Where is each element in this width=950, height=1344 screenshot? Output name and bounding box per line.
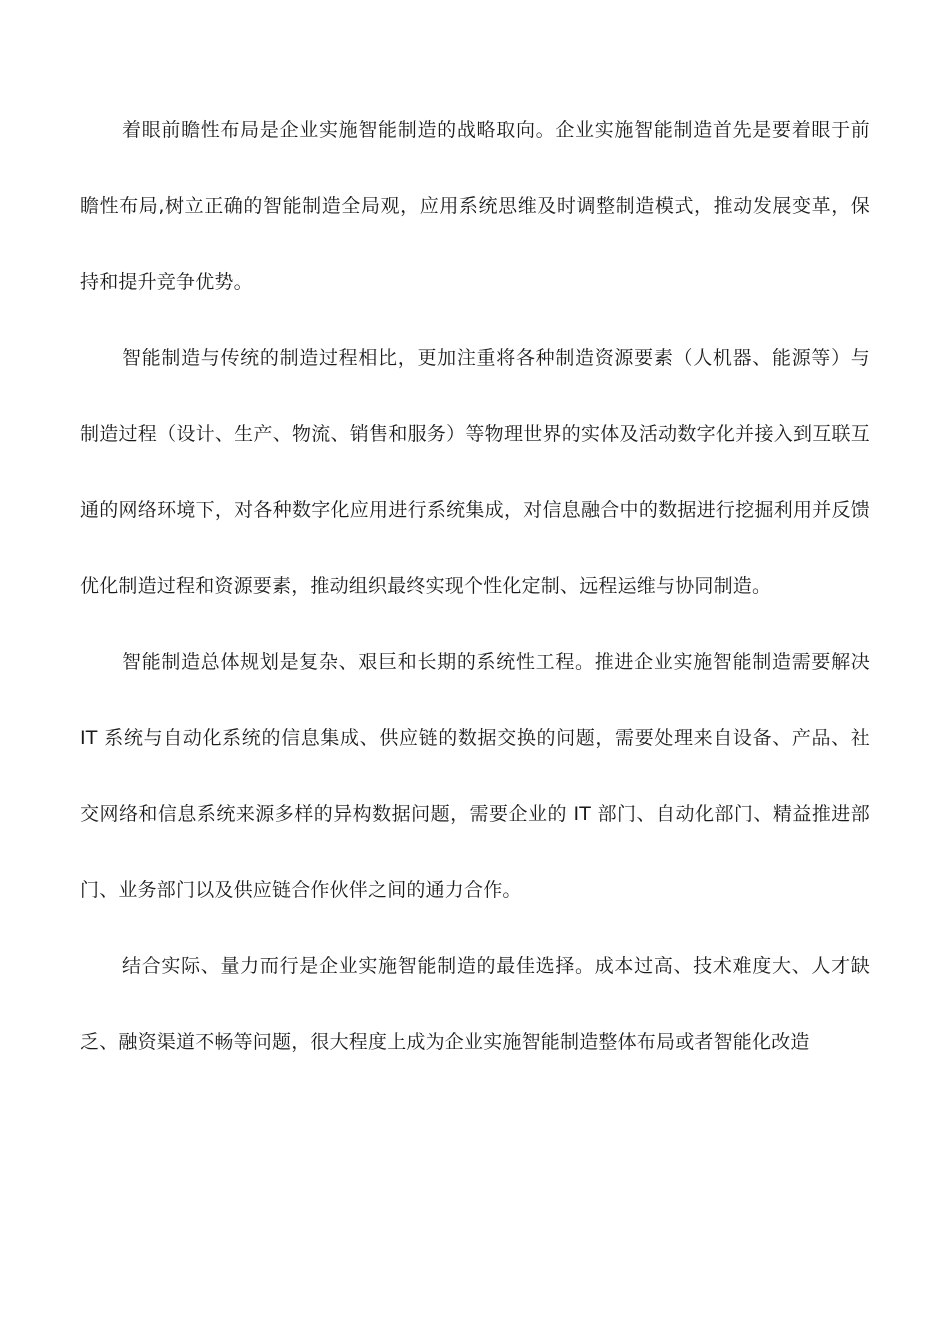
paragraph-3: 智能制造总体规划是复杂、艰巨和长期的系统性工程。推进企业实施智能制造需要解决 IT 系统与自动化系统的信息集成、供应链的数据交换的问题，需要处理来自设备、产品、社交网络和信息系统来源多样的异构数据问题，需要企业的 IT 部门、自动化部门、精益推进部门、业务部门以及供应链合作伙伴之间的通力合作。 (80, 651, 870, 901)
paragraph-4: 结合实际、量力而行是企业实施智能制造的最佳选择。成本过高、技术难度大、人才缺乏、融资渠道不畅等问题，很大程度上成为企业实施智能制造整体布局或者智能化改造 (80, 955, 870, 1053)
paragraph-2: 智能制造与传统的制造过程相比，更加注重将各种制造资源要素（人机器、能源等）与制造过程（设计、生产、物流、销售和服务）等物理世界的实体及活动数字化并接入到互联互通的网络环境下，对各种数字化应用进行系统集成，对信息融合中的数据进行挖掘利用并反馈优化制造过程和资源要素，推动组织最终实现个性化定制、远程运维与协同制造。 (80, 347, 870, 597)
document-body (80, 92, 870, 1080)
paragraph-1: 着眼前瞻性布局是企业实施智能制造的战略取向。企业实施智能制造首先是要着眼于前瞻性布局,树立正确的智能制造全局观，应用系统思维及时调整制造模式，推动发展变革，保持和提升竞争优势。 (80, 119, 870, 293)
